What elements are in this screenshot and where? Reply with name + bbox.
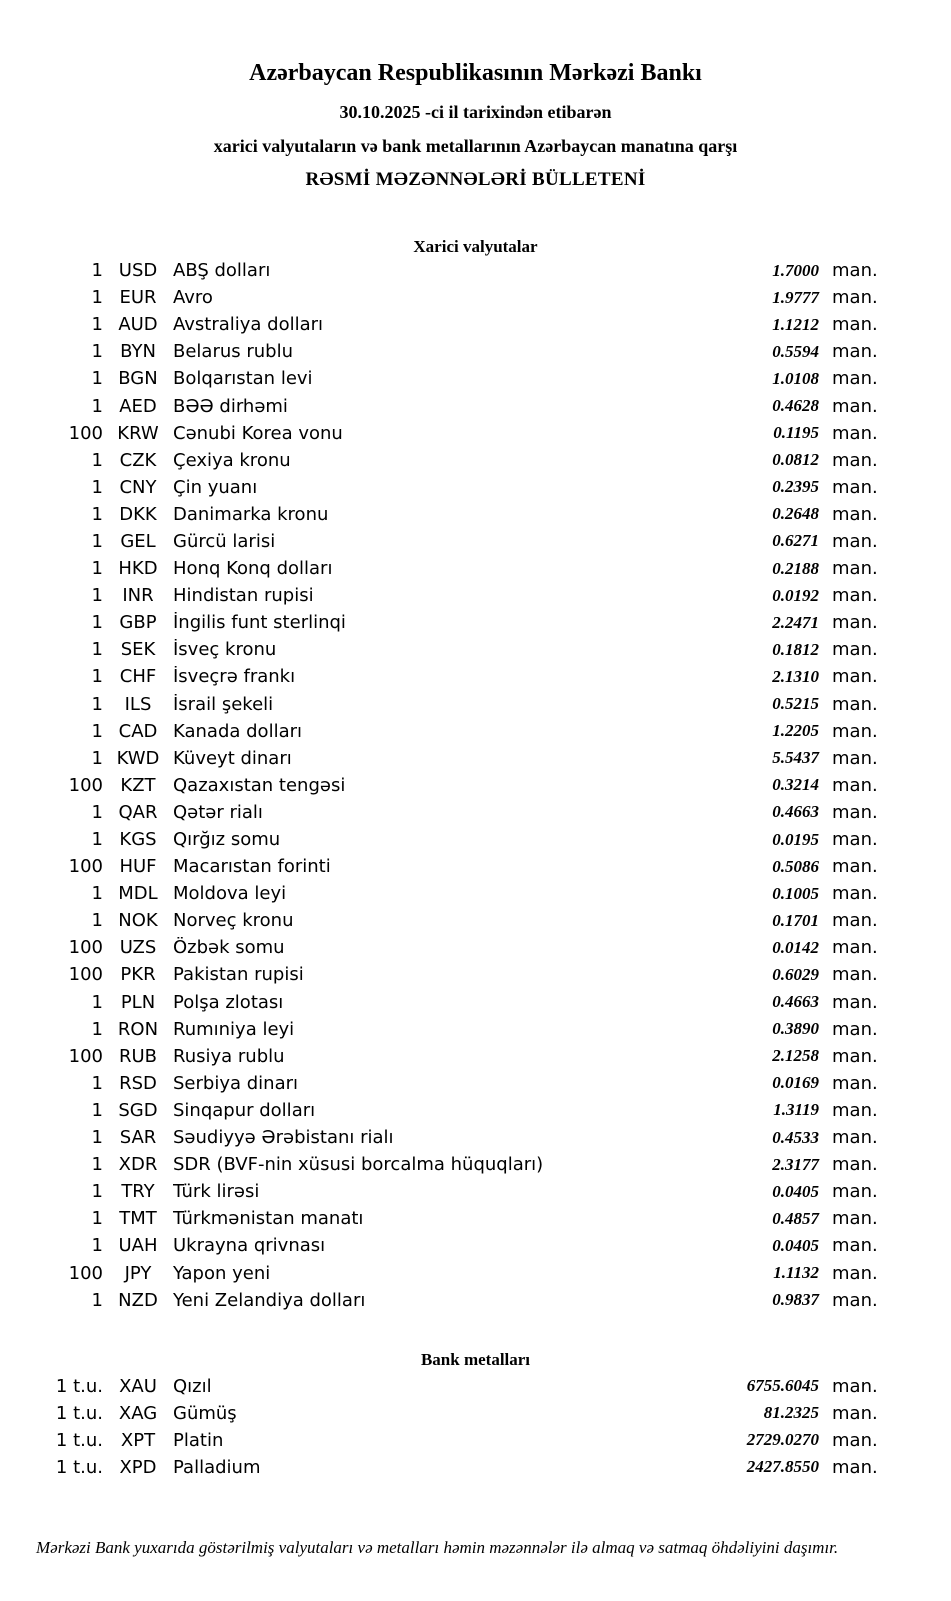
unit-cell: man. [832, 1375, 878, 1397]
name-cell: Belarus rublu [173, 341, 294, 363]
rate-row [45, 420, 880, 447]
quantity-cell: 1 [91, 991, 103, 1013]
rate-value-cell: 0.2188 [772, 558, 819, 578]
name-cell: Rusiya rublu [173, 1045, 285, 1067]
rate-value-cell: 0.3890 [772, 1019, 819, 1039]
quantity-cell: 1 [91, 585, 103, 607]
rate-row [45, 555, 880, 582]
quantity-cell: 1 [91, 314, 103, 336]
quantity-cell: 100 [68, 422, 103, 444]
code-cell: SEK [120, 639, 156, 661]
disclaimer-text: Mərkəzi Bank yuxarıda göstərilmiş valyutaları və metalları həmin məzənnələr ilə almaq və satmaq öhdəliyini daşımır. [36, 1538, 839, 1558]
quantity-cell: 1 [91, 1181, 103, 1203]
name-cell: Cənubi Korea vonu [173, 422, 343, 444]
name-cell: Gümüş [173, 1402, 237, 1424]
rate-value-cell: 0.3214 [772, 775, 819, 795]
rate-value-cell: 2.3177 [772, 1154, 819, 1174]
name-cell: Norveç kronu [173, 910, 294, 932]
code-cell: QAR [118, 801, 158, 823]
unit-cell: man. [832, 964, 878, 986]
name-cell: Hindistan rupisi [173, 585, 314, 607]
rate-row [45, 284, 880, 311]
code-cell: DKK [119, 503, 157, 525]
rate-row [45, 1259, 880, 1286]
rate-value-cell: 2729.0270 [746, 1430, 819, 1450]
code-cell: HKD [118, 558, 158, 580]
name-cell: Bolqarıstan levi [173, 368, 313, 390]
rate-row [45, 880, 880, 907]
page-title: Azərbaycan Respublikasının Mərkəzi Bankı [249, 60, 702, 86]
code-cell: NOK [118, 910, 158, 932]
rate-value-cell: 1.2205 [772, 721, 819, 741]
currencies-table [0, 257, 951, 1314]
code-cell: SGD [118, 1099, 158, 1121]
quantity-cell: 1 [91, 612, 103, 634]
rate-row [45, 392, 880, 419]
rate-row [45, 853, 880, 880]
quantity-cell: 100 [68, 774, 103, 796]
rate-value-cell: 0.0405 [772, 1181, 819, 1201]
rate-row [45, 1373, 880, 1400]
quantity-cell: 100 [68, 1045, 103, 1067]
rate-row [45, 609, 880, 636]
rate-value-cell: 0.0142 [772, 937, 819, 957]
name-cell: Qırğız somu [173, 829, 281, 851]
subject-line: xarici valyutaların və bank metallarının Azərbaycan manatına qarşı [213, 136, 738, 156]
rate-row [45, 1070, 880, 1097]
code-cell: GEL [120, 530, 156, 552]
rate-value-cell: 0.4663 [772, 802, 819, 822]
unit-cell: man. [832, 314, 878, 336]
rate-value-cell: 1.7000 [772, 260, 819, 280]
name-cell: Yeni Zelandiya dolları [173, 1289, 366, 1311]
code-cell: KGS [119, 829, 157, 851]
rate-value-cell: 1.9777 [772, 287, 819, 307]
rate-value-cell: 1.0108 [772, 368, 819, 388]
rate-row [45, 1205, 880, 1232]
name-cell: Qazaxıstan tengəsi [173, 774, 346, 796]
rate-row [45, 582, 880, 609]
code-cell: RUB [118, 1045, 158, 1067]
code-cell: KZT [120, 774, 156, 796]
quantity-cell: 1 [91, 910, 103, 932]
unit-cell: man. [832, 666, 878, 688]
rate-row [45, 718, 880, 745]
code-cell: ILS [124, 693, 152, 715]
rate-value-cell: 0.0405 [772, 1235, 819, 1255]
unit-cell: man. [832, 1235, 878, 1257]
rate-value-cell: 1.1132 [773, 1263, 819, 1283]
code-cell: SAR [119, 1127, 157, 1149]
unit-cell: man. [832, 1429, 878, 1451]
quantity-cell: 1 t.u. [55, 1456, 103, 1478]
code-cell: KRW [117, 422, 159, 444]
unit-cell: man. [832, 639, 878, 661]
rate-value-cell: 5.5437 [772, 748, 819, 768]
code-cell: UZS [119, 937, 157, 959]
code-cell: GBP [119, 612, 157, 634]
code-cell: NZD [118, 1289, 158, 1311]
quantity-cell: 1 [91, 503, 103, 525]
unit-cell: man. [832, 530, 878, 552]
code-cell: XPD [119, 1456, 157, 1478]
code-cell: XAG [118, 1402, 158, 1424]
rate-value-cell: 0.5086 [772, 856, 819, 876]
quantity-cell: 1 t.u. [55, 1429, 103, 1451]
rate-row [45, 663, 880, 690]
quantity-cell: 1 [91, 530, 103, 552]
code-cell: INR [122, 585, 154, 607]
name-cell: Yapon yeni [173, 1262, 271, 1284]
rate-row [45, 338, 880, 365]
code-cell: PLN [120, 991, 156, 1013]
rate-value-cell: 2.1310 [772, 666, 819, 686]
quantity-cell: 1 [91, 1154, 103, 1176]
code-cell: EUR [119, 287, 157, 309]
quantity-cell: 1 [91, 476, 103, 498]
rate-row [45, 772, 880, 799]
rate-value-cell: 0.9837 [772, 1290, 819, 1310]
unit-cell: man. [832, 395, 878, 417]
quantity-cell: 1 [91, 395, 103, 417]
name-cell: ABŞ dolları [173, 260, 271, 282]
rate-row [45, 501, 880, 528]
metals-section-title: Bank metalları [420, 1349, 531, 1369]
name-cell: Səudiyyə Ərəbistanı rialı [173, 1127, 394, 1149]
quantity-cell: 1 [91, 829, 103, 851]
code-cell: TRY [121, 1181, 155, 1203]
code-cell: USD [118, 260, 158, 282]
quantity-cell: 1 [91, 747, 103, 769]
rate-row [45, 1232, 880, 1259]
name-cell: Honq Konq dolları [173, 558, 333, 580]
code-cell: CZK [119, 449, 157, 471]
rate-row [45, 636, 880, 663]
name-cell: Moldova leyi [173, 883, 287, 905]
unit-cell: man. [832, 937, 878, 959]
rate-row [45, 907, 880, 934]
code-cell: XPT [120, 1429, 156, 1451]
unit-cell: man. [832, 449, 878, 471]
rate-row [45, 799, 880, 826]
quantity-cell: 1 [91, 666, 103, 688]
bulletin-title: RƏSMİ MƏZƏNNƏLƏRİ BÜLLETENİ [305, 169, 646, 190]
rate-value-cell: 2427.8550 [746, 1457, 819, 1477]
rate-value-cell: 0.1005 [772, 883, 819, 903]
rate-value-cell: 0.0169 [772, 1073, 819, 1093]
unit-cell: man. [832, 1127, 878, 1149]
code-cell: BGN [118, 368, 158, 390]
rate-row [45, 1454, 880, 1481]
code-cell: JPY [124, 1262, 152, 1284]
unit-cell: man. [832, 585, 878, 607]
unit-cell: man. [832, 829, 878, 851]
name-cell: Serbiya dinarı [173, 1072, 298, 1094]
unit-cell: man. [832, 260, 878, 282]
name-cell: SDR (BVF-nin xüsusi borcalma hüquqları) [173, 1154, 544, 1176]
name-cell: Avro [173, 287, 213, 309]
name-cell: Avstraliya dolları [173, 314, 324, 336]
rate-row [45, 934, 880, 961]
rate-value-cell: 2.2471 [772, 612, 819, 632]
rate-value-cell: 0.5594 [772, 341, 819, 361]
unit-cell: man. [832, 693, 878, 715]
code-cell: BYN [120, 341, 156, 363]
code-cell: KWD [116, 747, 160, 769]
rate-value-cell: 0.6029 [772, 964, 819, 984]
rate-row [45, 528, 880, 555]
quantity-cell: 1 [91, 341, 103, 363]
rate-value-cell: 0.0195 [772, 829, 819, 849]
rate-value-cell: 0.0812 [772, 450, 819, 470]
code-cell: PKR [120, 964, 156, 986]
name-cell: BƏƏ dirhəmi [173, 395, 288, 417]
quantity-cell: 100 [68, 856, 103, 878]
quantity-cell: 1 [91, 720, 103, 742]
quantity-cell: 1 [91, 801, 103, 823]
name-cell: Gürcü larisi [173, 530, 276, 552]
name-cell: Türk lirəsi [173, 1181, 260, 1203]
name-cell: İngilis funt sterlinqi [173, 612, 346, 634]
rate-row [45, 826, 880, 853]
code-cell: XAU [119, 1375, 157, 1397]
currencies-section-title: Xarici valyutalar [413, 237, 538, 256]
unit-cell: man. [832, 558, 878, 580]
quantity-cell: 100 [68, 1262, 103, 1284]
rate-row [45, 1178, 880, 1205]
quantity-cell: 1 [91, 1289, 103, 1311]
rate-row [45, 1400, 880, 1427]
rate-value-cell: 0.2648 [772, 504, 819, 524]
name-cell: İsveçrə frankı [173, 666, 296, 688]
name-cell: Pakistan rupisi [173, 964, 304, 986]
rate-row [45, 961, 880, 988]
rate-value-cell: 0.1701 [772, 910, 819, 930]
unit-cell: man. [832, 1181, 878, 1203]
name-cell: Özbək somu [173, 937, 285, 959]
rate-row [45, 1151, 880, 1178]
unit-cell: man. [832, 1289, 878, 1311]
name-cell: Danimarka kronu [173, 503, 329, 525]
unit-cell: man. [832, 476, 878, 498]
rate-row [45, 1043, 880, 1070]
unit-cell: man. [832, 1045, 878, 1067]
quantity-cell: 1 [91, 287, 103, 309]
rate-value-cell: 0.6271 [772, 531, 819, 551]
rate-value-cell: 0.4857 [772, 1208, 819, 1228]
name-cell: Çin yuanı [173, 476, 258, 498]
unit-cell: man. [832, 747, 878, 769]
rate-value-cell: 0.4533 [772, 1127, 819, 1147]
metals-table [0, 1373, 951, 1481]
unit-cell: man. [832, 801, 878, 823]
code-cell: CAD [118, 720, 158, 742]
unit-cell: man. [832, 991, 878, 1013]
rate-row [45, 311, 880, 338]
code-cell: MDL [118, 883, 158, 905]
quantity-cell: 1 [91, 1099, 103, 1121]
rate-row [45, 257, 880, 284]
name-cell: İsveç kronu [173, 639, 277, 661]
quantity-cell: 1 [91, 449, 103, 471]
name-cell: Küveyt dinarı [173, 747, 292, 769]
rate-row [45, 1124, 880, 1151]
name-cell: Macarıstan forinti [173, 856, 331, 878]
code-cell: UAH [118, 1235, 158, 1257]
rate-row [45, 1016, 880, 1043]
name-cell: Türkmənistan manatı [173, 1208, 364, 1230]
name-cell: Qızıl [173, 1375, 212, 1397]
rate-value-cell: 0.0192 [772, 585, 819, 605]
unit-cell: man. [832, 883, 878, 905]
rate-value-cell: 0.1812 [772, 639, 819, 659]
rate-value-cell: 0.1195 [773, 423, 819, 443]
rate-row [45, 1427, 880, 1454]
quantity-cell: 1 [91, 558, 103, 580]
quantity-cell: 1 [91, 1072, 103, 1094]
quantity-cell: 100 [68, 937, 103, 959]
unit-cell: man. [832, 910, 878, 932]
name-cell: İsrail şekeli [173, 693, 274, 715]
rate-value-cell: 1.1212 [772, 314, 819, 334]
rate-row [45, 989, 880, 1016]
code-cell: TMT [119, 1208, 157, 1230]
unit-cell: man. [832, 1072, 878, 1094]
rate-value-cell: 6755.6045 [746, 1376, 819, 1396]
name-cell: Platin [173, 1429, 224, 1451]
quantity-cell: 1 t.u. [55, 1375, 103, 1397]
unit-cell: man. [832, 774, 878, 796]
unit-cell: man. [832, 720, 878, 742]
name-cell: Polşa zlotası [173, 991, 284, 1013]
unit-cell: man. [832, 1208, 878, 1230]
name-cell: Palladium [173, 1456, 261, 1478]
name-cell: Rumıniya leyi [173, 1018, 295, 1040]
unit-cell: man. [832, 341, 878, 363]
rate-value-cell: 1.3119 [773, 1100, 819, 1120]
rate-value-cell: 0.4628 [772, 396, 819, 416]
code-cell: XDR [118, 1154, 158, 1176]
unit-cell: man. [832, 1018, 878, 1040]
unit-cell: man. [832, 856, 878, 878]
unit-cell: man. [832, 612, 878, 634]
name-cell: Ukrayna qrivnası [173, 1235, 326, 1257]
rate-row [45, 1097, 880, 1124]
quantity-cell: 1 [91, 883, 103, 905]
quantity-cell: 1 [91, 639, 103, 661]
code-cell: HUF [119, 856, 157, 878]
rate-value-cell: 0.4663 [772, 992, 819, 1012]
quantity-cell: 1 [91, 1127, 103, 1149]
name-cell: Çexiya kronu [173, 449, 291, 471]
unit-cell: man. [832, 368, 878, 390]
code-cell: RON [117, 1018, 159, 1040]
rate-row [45, 365, 880, 392]
code-cell: AED [119, 395, 157, 417]
unit-cell: man. [832, 503, 878, 525]
unit-cell: man. [832, 1456, 878, 1478]
rate-row [45, 474, 880, 501]
unit-cell: man. [832, 1099, 878, 1121]
code-cell: RSD [119, 1072, 157, 1094]
quantity-cell: 1 t.u. [55, 1402, 103, 1424]
rate-value-cell: 0.5215 [772, 694, 819, 714]
quantity-cell: 100 [68, 964, 103, 986]
quantity-cell: 1 [91, 1018, 103, 1040]
quantity-cell: 1 [91, 1208, 103, 1230]
rate-value-cell: 2.1258 [772, 1046, 819, 1066]
code-cell: AUD [118, 314, 158, 336]
effective-date-line: 30.10.2025 -ci il tarixindən etibarən [339, 102, 612, 122]
quantity-cell: 1 [91, 368, 103, 390]
rate-row [45, 1287, 880, 1314]
code-cell: CHF [119, 666, 157, 688]
rate-row [45, 745, 880, 772]
unit-cell: man. [832, 1262, 878, 1284]
rate-value-cell: 0.2395 [772, 477, 819, 497]
quantity-cell: 1 [91, 1235, 103, 1257]
unit-cell: man. [832, 287, 878, 309]
rate-row [45, 447, 880, 474]
quantity-cell: 1 [91, 693, 103, 715]
unit-cell: man. [832, 422, 878, 444]
name-cell: Qətər rialı [173, 801, 263, 823]
unit-cell: man. [832, 1154, 878, 1176]
name-cell: Kanada dolları [173, 720, 303, 742]
code-cell: CNY [119, 476, 157, 498]
rate-value-cell: 81.2325 [763, 1403, 819, 1423]
name-cell: Sinqapur dolları [173, 1099, 316, 1121]
quantity-cell: 1 [91, 260, 103, 282]
unit-cell: man. [832, 1402, 878, 1424]
rate-row [45, 691, 880, 718]
